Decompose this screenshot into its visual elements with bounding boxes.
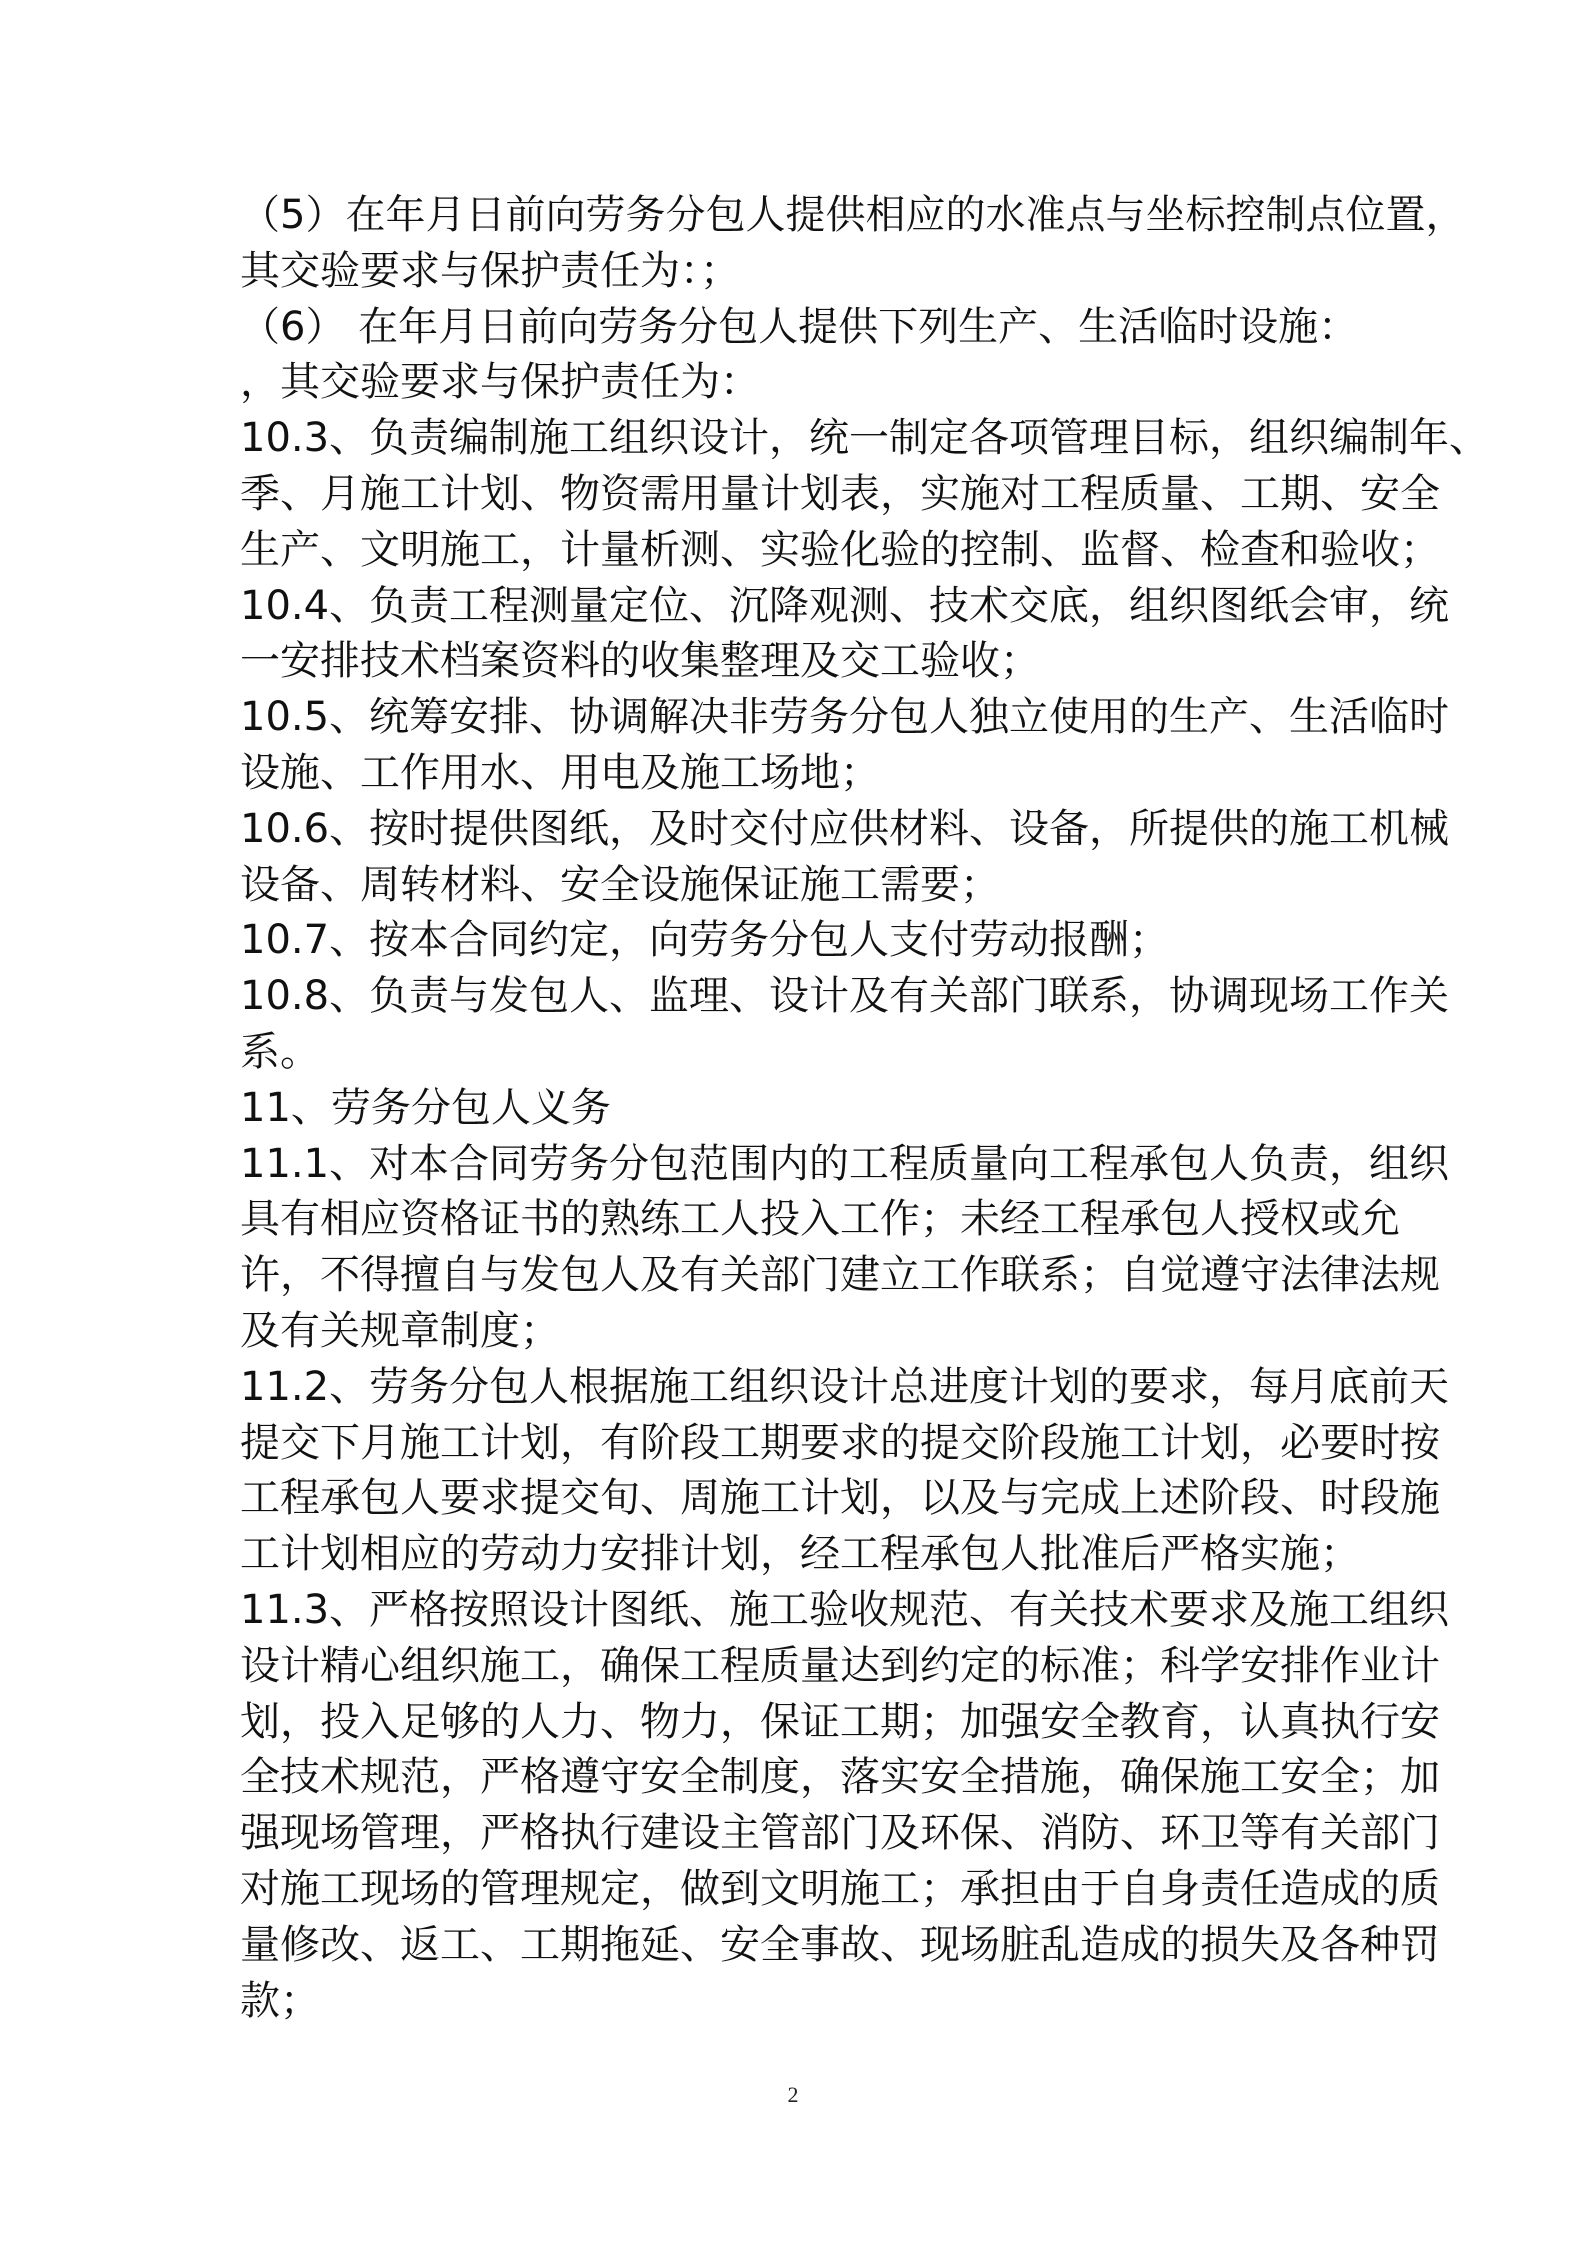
text-line: 生产、文明施工，计量析测、实验化验的控制、监督、检查和验收； [240,526,1440,573]
text-line: 10.4、负责工程测量定位、沉降观测、技术交底，组织图纸会审，统 [240,582,1450,629]
text-line: 10.3、负责编制施工组织设计，统一制定各项管理目标，组织编制年、 [240,415,1490,462]
text-line: 季、月施工计划、物资需用量计划表，实施对工程质量、工期、安全 [240,470,1440,517]
document-body [240,188,1490,2029]
text-line: 10.5、统筹安排、协调解决非劳务分包人独立使用的生产、生活临时 [240,694,1450,741]
text-line: 设备、周转材料、安全设施保证施工需要； [240,861,1000,908]
text-line: 系。 [240,1028,320,1075]
text-line: 具有相应资格证书的熟练工人投入工作；未经工程承包人授权或允 [240,1196,1400,1243]
text-line: （6） 在年月日前向劳务分包人提供下列生产、生活临时设施： [240,303,1359,350]
text-line: 其交验要求与保护责任为：； [240,247,740,294]
text-line: 量修改、返工、工期拖延、安全事故、现场脏乱造成的损失及各种罚 [240,1921,1440,1968]
text-line: 工计划相应的劳动力安排计划，经工程承包人批准后严格实施； [240,1531,1360,1578]
text-line: 10.6、按时提供图纸，及时交付应供材料、设备，所提供的施工机械 [240,805,1450,852]
text-line: 设施、工作用水、用电及施工场地； [240,749,880,796]
text-line: 强现场管理，严格执行建设主管部门及环保、消防、环卫等有关部门 [240,1810,1440,1857]
text-line: 10.8、负责与发包人、监理、设计及有关部门联系，协调现场工作关 [240,973,1450,1020]
page-number: 2 [787,2082,799,2107]
text-line: 11.3、严格按照设计图纸、施工验收规范、有关技术要求及施工组织 [240,1586,1450,1633]
text-line: 一安排技术档案资料的收集整理及交工验收； [240,638,1040,685]
text-line: 提交下月施工计划，有阶段工期要求的提交阶段施工计划，必要时按 [240,1419,1440,1466]
text-line: 款； [240,1977,320,2024]
text-line: 11.2、劳务分包人根据施工组织设计总进度计划的要求，每月底前天 [240,1363,1450,1410]
section-heading: 11、劳务分包人义务 [240,1084,611,1131]
text-line: 工程承包人要求提交旬、周施工计划，以及与完成上述阶段、时段施 [240,1475,1440,1522]
text-line: 对施工现场的管理规定，做到文明施工；承担由于自身责任造成的质 [240,1865,1440,1912]
text-line: 10.7、按本合同约定，向劳务分包人支付劳动报酬； [240,917,1170,964]
text-line: 设计精心组织施工，确保工程质量达到约定的标准；科学安排作业计 [240,1642,1440,1689]
text-line: 许，不得擅自与发包人及有关部门建立工作联系；自觉遵守法律法规 [240,1252,1440,1299]
text-line: 全技术规范，严格遵守安全制度，落实安全措施，确保施工安全；加 [240,1754,1440,1801]
text-line: 及有关规章制度； [240,1307,560,1354]
text-line: （5）在年月日前向劳务分包人提供相应的水准点与坐标控制点位置， [240,192,1466,238]
text-line: ，其交验要求与保护责任为： [240,359,760,406]
text-line: 11.1、对本合同劳务分包范围内的工程质量向工程承包人负责，组织 [240,1140,1450,1187]
text-line: 划，投入足够的人力、物力，保证工期；加强安全教育，认真执行安 [240,1698,1440,1745]
